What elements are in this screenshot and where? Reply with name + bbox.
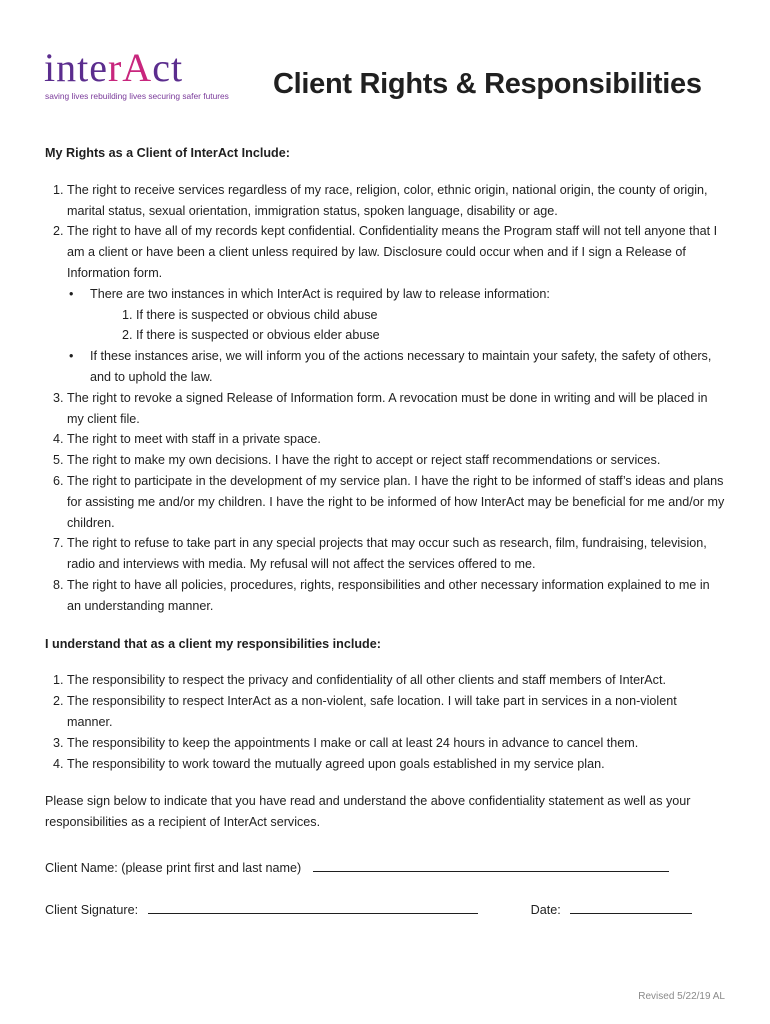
abuse-sub-list bbox=[90, 305, 725, 347]
bullet-item: • There are two instances in which InterAct is required by law to release information: 1. If there is suspected or obvious child abuse 2. If there is suspected or obvious elder abuse bbox=[67, 284, 725, 346]
right-item: 4. The right to meet with staff in a private space. bbox=[67, 429, 725, 450]
disclosure-bullets bbox=[67, 284, 725, 388]
client-signature-label: Client Signature: bbox=[45, 903, 139, 917]
sub-item: 1. If there is suspected or obvious child abuse bbox=[136, 305, 725, 326]
logo-tagline: saving lives rebuilding lives securing safer futures bbox=[45, 91, 229, 101]
right-item: 2. The right to have all of my records kept confidential. Confidentiality means the Program staff will not tell anyone that I am a client or have been a client unless required by law. Disclosure could occur when and if I sign a Release of Information form. • There are two instances in which InterAct is required by law to release information: 1. If there is suspected or obvious child abuse 2. If there is suspected or obvious elder abuse • If these instances arise, we will inform you of the actions necessary to maintain your safety, the safety of others, and to uphold the law. bbox=[67, 221, 725, 387]
page-title: Client Rights & Responsibilities bbox=[273, 68, 702, 100]
document-body bbox=[45, 143, 725, 833]
rights-list bbox=[45, 180, 725, 617]
date-label: Date: bbox=[530, 903, 561, 917]
revision-note: Revised 5/22/19 AL bbox=[638, 991, 725, 1002]
sign-instructions: Please sign below to indicate that you have read and understand the above confidentiality statement as well as your responsibilities as a recipient of InterAct services. bbox=[45, 794, 691, 830]
right-item: 1. The right to receive services regardless of my race, religion, color, ethnic origin, national origin, the county of origin, marital status, sexual orientation, immigration status, spoken language, disability or age. bbox=[67, 180, 725, 222]
responsibility-item: 1. The responsibility to respect the privacy and confidentiality of all other clients and staff members of InterAct. bbox=[67, 670, 725, 691]
client-name-row bbox=[45, 859, 669, 875]
date-field[interactable] bbox=[570, 901, 692, 914]
right-item: 7. The right to refuse to take part in any special projects that may occur such as research, film, fundraising, television, radio and interviews with media. My refusal will not affect the services offered to me. bbox=[67, 533, 725, 575]
bullet-item: • If these instances arise, we will inform you of the actions necessary to maintain your safety, the safety of others, and to uphold the law. bbox=[69, 349, 712, 384]
client-name-field[interactable] bbox=[313, 859, 669, 872]
client-signature-field[interactable] bbox=[148, 901, 478, 914]
responsibility-item: 2. The responsibility to respect InterAct as a non-violent, safe location. I will take part in services in a non-violent manner. bbox=[67, 691, 725, 733]
rights-heading: My Rights as a Client of InterAct Include: bbox=[45, 146, 290, 160]
right-item: 8. The right to have all policies, procedures, rights, responsibilities and other necessary information explained to me in an understanding manner. bbox=[67, 575, 725, 617]
right-item: 6. The right to participate in the development of my service plan. I have the right to be informed of staff’s ideas and plans for assisting me and/or my children. I have the right to be informed of how InterAct may be beneficial for me and/or my children. bbox=[67, 471, 725, 533]
responsibilities-heading: I understand that as a client my responsibilities include: bbox=[45, 636, 381, 651]
right-item: 5. The right to make my own decisions. I have the right to accept or reject staff recommendations or services. bbox=[67, 450, 725, 471]
interact-logo bbox=[44, 44, 244, 106]
client-name-label: Client Name: (please print first and last name) bbox=[45, 861, 302, 875]
responsibility-item: 3. The responsibility to keep the appointments I make or call at least 24 hours in advance to cancel them. bbox=[67, 733, 725, 754]
sub-item: 2. If there is suspected or obvious elder abuse bbox=[136, 325, 725, 346]
client-signature-row bbox=[45, 901, 692, 917]
right-item: 3. The right to revoke a signed Release of Information form. A revocation must be done in writing and will be placed in my client file. bbox=[67, 388, 725, 430]
responsibility-item: 4. The responsibility to work toward the mutually agreed upon goals established in my service plan. bbox=[67, 754, 725, 775]
logo-wordmark: interAct bbox=[44, 45, 184, 90]
responsibilities-list bbox=[45, 670, 725, 774]
